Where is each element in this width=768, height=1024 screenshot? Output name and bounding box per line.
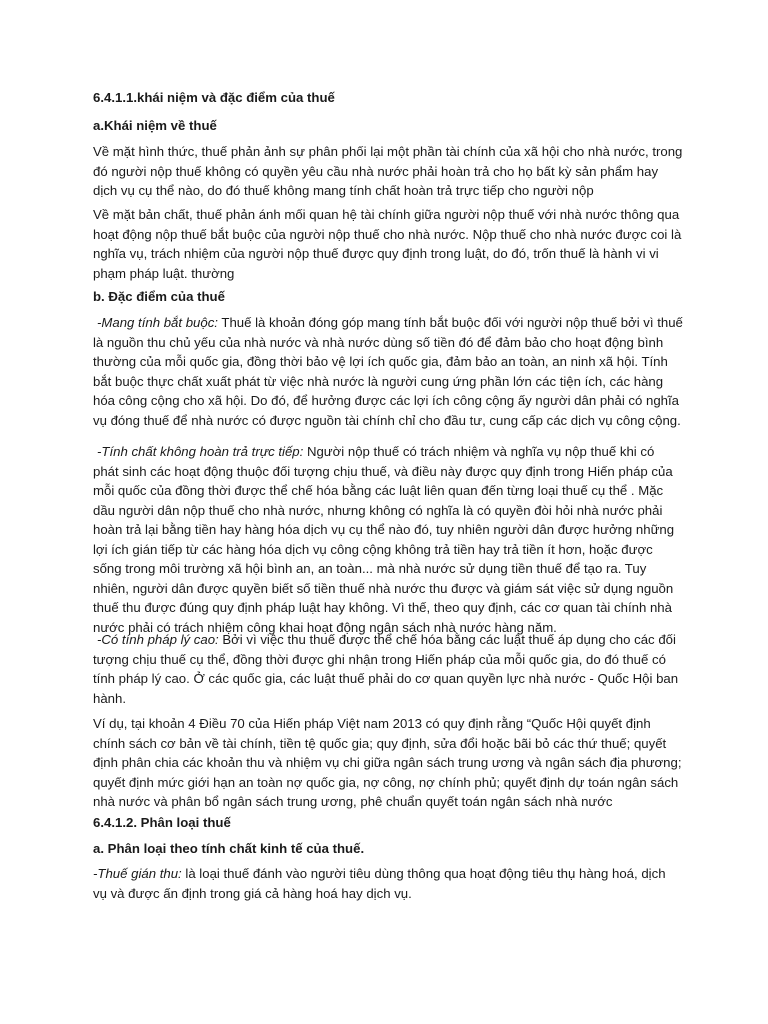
label-mandatory: -Mang tính bắt buộc: [97,315,218,330]
subheading-classification: a. Phân loại theo tính chất kinh tế của thuế. [93,841,365,856]
label-legal: -Có tính pháp lý cao: [97,632,219,647]
paragraph-form: Về mặt hình thức, thuế phản ảnh sự phân phối lại một phần tài chính của xã hội cho nhà nước, trong đó người nộp thuế không có quyền yêu cầu nhà nước phải hoàn trả cho họ bất kỳ sản phẩm hay dịch vụ cụ thể nào, do đó thuế không mang tính chất hoàn trả trực tiếp cho người nộp [93,144,683,198]
section-heading-6-4-1-2: 6.4.1.2. Phân loại thuế [93,815,231,830]
paragraph-essence: Về mặt bản chất, thuế phản ánh mối quan hệ tài chính giữa người nộp thuế với nhà nước thông qua hoạt động nộp thuế bắt buộc của người nộp thuế cho nhà nước. Nộp thuế cho nhà nước được coi là nghĩa vụ, trách nhiệm của người nộp thuế được quy định trong luật, do đó, trốn thuế là hành vi vi phạm pháp luật. thường [93,207,682,281]
label-non-refundable: -Tính chất không hoàn trả trực tiếp: [97,444,304,459]
text-legal: Bởi vì việc thu thuế được thể chế hóa bằng các luật thuế áp dụng cho các đối tượng chịu thuế cụ thể, đồng thời được ghi nhận trong Hiến pháp của mỗi quốc gia, do đó thuế có tính pháp lý cao. Ở các quốc gia, các luật thuế phải do cơ quan quyền lực nhà nước - Quốc Hội ban hành. [93,632,679,706]
paragraph-legal [93,630,683,708]
subheading-characteristics: b. Đặc điểm của thuế [93,289,225,304]
text-indirect-tax: là loại thuế đánh vào người tiêu dùng thông qua hoạt động tiêu thụ hàng hoá, dịch vụ và được ấn định trong giá cả hàng hoá hay dịch vụ. [93,866,666,901]
paragraph-mandatory [93,313,683,430]
paragraph-indirect-tax [93,864,683,903]
section-heading-6-4-1-1: 6.4.1.1.khái niệm và đặc điểm của thuế [93,90,335,105]
subheading-concept: a.Khái niệm về thuế [93,118,217,133]
text-non-refundable: Người nộp thuế có trách nhiệm và nghĩa vụ nộp thuế khi có phát sinh các hoạt động thuộc đối tượng chịu thuế, và điều này được quy định trong Hiến pháp của mỗi quốc của đồng thời được thể chế hóa bằng các luật liên quan đến từng loại thuế cụ thể . Mặc dầu người dân nộp thuế cho nhà nước, nhưng không có nghĩa là có quyền đòi hỏi nhà nước phải hoàn trả lại bằng tiền hay hàng hóa dịch vụ cụ thể nào đó, tuy nhiên người dân được hưởng những lợi ích gián tiếp từ các hàng hóa dịch vụ công cộng không trả tiền hay trả tiền ít hơn, hoặc được sống trong môi trường xã hội bình an, an toàn... mà nhà nước sử dụng tiền thuế để tạo ra. Tuy nhiên, người dân được quyền biết số tiền thuế nhà nước thu được và giám sát việc sử dụng nguồn thuế thu được đúng quy định pháp luật hay không. Vì thế, theo quy định, các cơ quan tài chính nhà nước phải có trách nhiệm công khai hoạt động ngân sách nhà nước hàng năm. [93,444,675,635]
text-mandatory: Thuế là khoản đóng góp mang tính bắt buộc đối với người nộp thuế bởi vì thuế là nguồn thu chủ yếu của nhà nước và nhà nước dùng số tiền đó để đảm bảo cho hoạt động bình thường của mỗi quốc gia, đồng thời bảo vệ lợi ích quốc gia, đảm bảo an toàn, an ninh xã hội. Tính bắt buộc thực chất xuất phát từ việc nhà nước là người cung ứng phần lớn các tiện ích, các hàng hóa công cộng cho xã hội. Do đó, để hưởng được các lợi ích công cộng ấy người dân phải có nghĩa vụ đóng thuế để nhà nước có được nguồn tài chính chỉ cho đầu tư, cung cấp các dịch vụ công cộng. [93,315,683,428]
label-indirect-tax: -Thuế gián thu: [93,866,182,881]
paragraph-non-refundable [93,442,683,637]
paragraph-example: Ví dụ, tại khoản 4 Điều 70 của Hiến pháp Việt nam 2013 có quy định rằng “Quốc Hội quyết định chính sách cơ bản về tài chính, tiền tệ quốc gia; quy định, sửa đổi hoặc bãi bỏ các thứ thuế; quyết định phân chia các khoản thu và nhiệm vụ chi giữa ngân sách trung ương và ngân sách địa phương; quyết định mức giới hạn an toàn nợ quốc gia, nợ công, nợ chính phủ; quyết định dự toán ngân sách nhà nước và phân bổ ngân sách trung ương, phê chuẩn quyết toán ngân sách nhà nước [93,716,682,809]
